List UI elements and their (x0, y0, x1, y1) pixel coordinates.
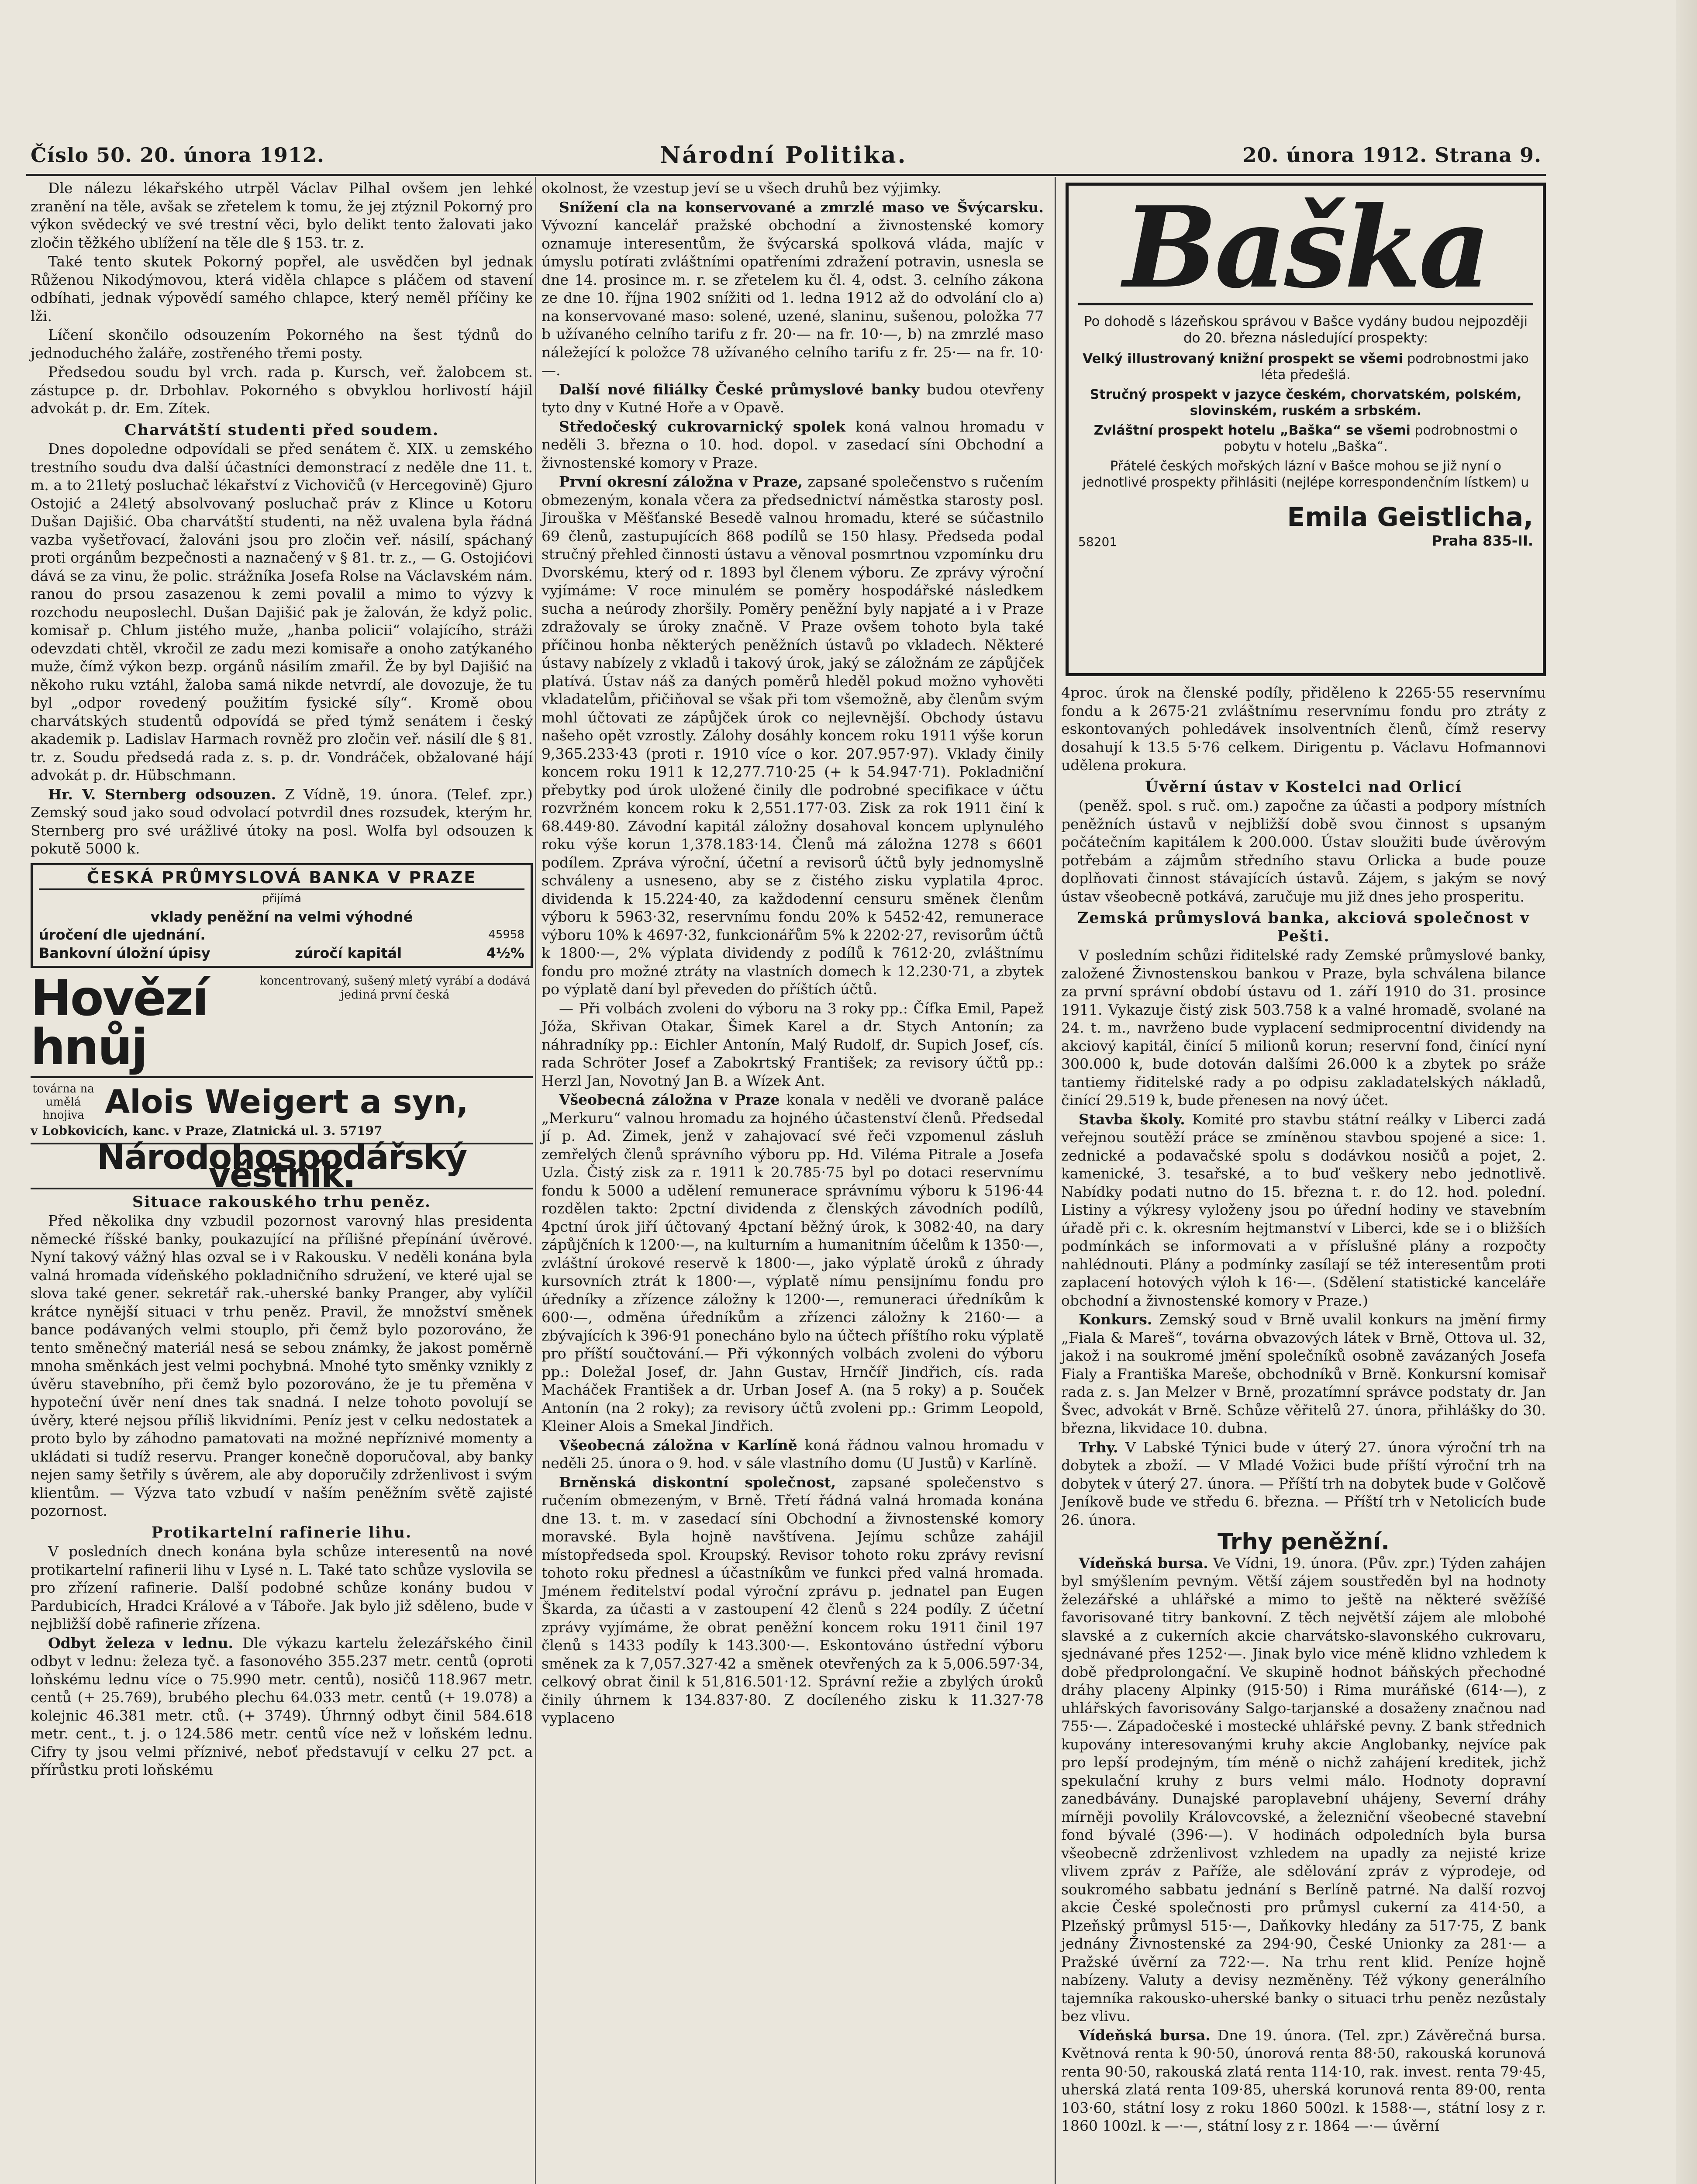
article-text-inline: koná řádnou valnou hromadu v neděli 25. února o 9. hod. v sále vlastního domu (U Justů) v Karlíně. (542, 1436, 1044, 1472)
article-heading-inline: Konkurs. (1079, 1311, 1152, 1328)
article-heading-inline: Vídeňská bursa. (1079, 1554, 1208, 1572)
baska-item-bold: Velký illustrovaný knižní prospekt se všemi (1083, 351, 1403, 366)
fertilizer-ad-side: koncentrovaný, sušený mletý vyrábí a dodává jediná první česká (259, 974, 531, 1002)
bank-ad-line: Bankovní úložní úpisy (39, 944, 210, 961)
article-text-inline: konala v neděli ve dvoraně paláce „Merkuru“ valnou hromadu za hojného účastenství členů. Předsedal jí p. Ad. Zimek, jenž v zahajovací své řeči vzpomenul zásluh zemřelých členů správního výboru pp. Hd. Viléma Pitrale a Josefa Uzla. Čistý zisk za r. 1911 k 20.785·75 byl po dotaci reservnímu fondu k 5000 a udělení remunerace správnímu výboru k 5196·44 rozdělen takto: 2pctní dividenda z členských závodních podílů, 4pctní úrok jiří účtovaný 4pctaní běžný úrok, k 3082·40, na dary zápůjčních k 1200·—, na kulturním a humanitním účelům k 1350·—, zvláštní úrokové reservě k 1800·—, jako výplatě úroků z úhrady kursovních ztrát k 1800·—, výplatě nímu pensijnímu fondu pro úředníky a zřízence záložny k 1200·—, remuneraci úředníkům k 600·—, odměna úředníkům a zřízenci záložny k 2160·— a zbývajících k 396·91 ponecháno bylo na účtech příštího roku výplatě pro příští součtování.— Při výkonných volbách zvoleni do výboru pp.: Doležal Josef, dr. Jahn Gustav, Hrnčíř Jindřich, cís. rada Macháček František a dr. Urban Josef A. (na 5 roky) a p. Souček Antonín (na 2 roky); za revisory účtů zvoleni pp.: Grimm Leopold, Kleiner Alois a Smekal Jindřich. (542, 1091, 1044, 1434)
article-heading-inline: Další nové filiálky České průmyslové banky (559, 380, 920, 398)
article-text (542, 473, 1044, 999)
article-text (1061, 1438, 1546, 1529)
header-rule (26, 174, 1546, 176)
article-text: Také tento skutek Pokorný popřel, ale usvědčen byl jednak Růženou Nikodýmovou, která viděla chlapce s pláčem od stavení odbíhati, jednak výpovědí samého chlapce, který neměl příčiny ke lži. (31, 253, 533, 325)
bank-ad-line: zúročí kapitál (295, 944, 402, 961)
article-text: Líčení skončilo odsouzením Pokorného na šest týdnů do jednoduchého žaláře, zostřeného třemi posty. (31, 326, 533, 362)
baska-item: Přátelé českých mořských lázní v Bašce mohou se již nyní o jednotlivé prospekty přihlásiti (nejlépe korrespondenčním lístkem) u (1082, 459, 1529, 490)
bank-ad-code: 45958 (488, 928, 524, 941)
article-text: V posledních dnech konána byla schůze interesentů na nové protikartelní rafinerii lihu v Lysé n. L. Také tato schůze vyslovila se pro zřízení rafinerie. Další podobné schůze konány budou v Pardubicích, Hradci Králové a v Táboře. Jak bylo již sděleno, bude v nejbližší době rafinerie zřízena. (31, 1543, 533, 1632)
baska-logo: Baška (1078, 194, 1533, 305)
fertilizer-ad-code: 57197 (340, 1123, 383, 1138)
article-heading: Protikartelní rafinerie lihu. (151, 1523, 412, 1541)
header-masthead: Národní Politika. (659, 142, 907, 169)
article-heading-inline: Středočeský cukrovarnický spolek (559, 418, 845, 435)
article-text: V posledním schůzi řiditelské rady Zemské průmyslové banky, založené Živnostenskou bankou v Praze, byla schválena bilance za první správní období ústavu od 1. září 1910 do 31. prosince 1911. Vykazuje čistý zisk 503.758 k a valné hromadě, svolané na 24. t. m., navrženo bude vyplacení sedmiprocentní dividendy na akciový kapitál, činící 5 milionů korun; reservní fond, činící nyní 300.000 k, bude dotován dalšími 26.000 k a zbytek po sráže tantiemy řiditelské rady a po odpisu zakladatelských nákladů, činící 29.519 k, bude přenesen na nový účet. (1061, 947, 1546, 1109)
article-text-inline: zapsané společenstvo s ručením obmezeným, v Brně. Třetí řádná valná hromada konána dne 13. t. m. v zasedací síni Obchodní a živnostenské komory moravské. Byla hojně navštívena. Jejímu schůze zahájil místopředseda spol. Kroupský. Revisor tohoto roku zprávy revisní tohoto roku přednesl a účastníkům ve funkci před valná hromada. Jménem ředitelství podal výroční zprávu p. jednatel pan Eugen Škarda, za účasti a v zastoupení 42 členů s 224 podíly. Z účetní zprávy vyjímáme, že obrat peněžní koncem roku 1911 činil 197 členů s 1433 podíly k 143.300·—. Eskontováno ústřední výboru směnek za k 7,057.327·42 a směnek otevřených za k 5,006.597·34, celkový obrat činil k 51,816.501·12. Správní režie a zbylých úroků činily úhrnem k 134.837·80. Z docíleného zisku k 11.327·78 vyplaceno (542, 1473, 1044, 1726)
bank-ad-title: ČESKÁ PRŮMYSLOVÁ BANKA V PRAZE (39, 869, 524, 890)
column-divider (1055, 177, 1056, 2184)
baska-contact-address: Praha 835-II. (1431, 532, 1533, 549)
fertilizer-ad-company (31, 1082, 533, 1122)
article-text: Dle nálezu lékařského utrpěl Václav Pilhal ovšem jen lehké zranění na těle, avšak se zřetelem k tomu, že jej ztýznil Pokorný pro výkon svědecký ve své trestní věci, bylo delikt tento žalovati jako zločin těžkého ublížení na těle dle § 153. tr. z. (31, 180, 533, 251)
article-text: 4proc. úrok na členské podíly, přiděleno k 2265·55 reservnímu fondu a k 2675·21 zvláštnímu reservnímu fondu pro ztráty z eskontovaných pohledávek insolventních členů, čímž reservy dosahují k 13.5 5·76 celkem. Dirigentu p. Václavu Hofmannovi udělena prokura. (1061, 684, 1546, 774)
article-heading-inline: Všeobecná záložna v Praze (559, 1091, 780, 1108)
article-text-inline: koná valnou hromadu v neděli 3. března o 10. hod. dopol. v zasedací síni Obchodní a živnostenské komory v Praze. (542, 418, 1044, 471)
fertilizer-advertisement (31, 970, 533, 1078)
header-issue: Číslo 50. 20. února 1912. (31, 143, 324, 167)
article-text-inline: Zemský soud v Brně uvalil konkurs na jmění firmy „Fiala & Mareš“, továrna obvazových látek v Brně, Ottova ul. 32, jakož i na soukromé jmění společníků osobně zavázaných Josefa Fialy a Františka Mareše, obchodníků v Brně. Konkursní komisař rada z. s. Jan Melzer v Brně, prozatímní správce podstaty dr. Jan Švec, advokát v Brně. Schůze věřitelů 27. února, přihlášky do 30. března, likvidace 10. dubna. (1061, 1311, 1546, 1437)
article-text-inline: Komité pro stavbu státní reálky v Liberci zadá veřejnou soutěží práce se zmíněnou stavbou spojené a sice: 1. zednické a podavačské spolu s dodávkou nosičů a pojet, 2. kamenické, 3. tesařské, a to buď veškery nebo jednotlivě. Nabídky podati nutno do 15. března t. r. do 12. hod. polední. Listiny a výkresy vyloženy jsou po úřední hodiny ve stavebním úřadě při c. k. okresním hejtmanství v Liberci, kde se i o bližších podmínkách se informovati a v příslušné plány a rozpočty nahlédnouti. Plány a podmínky zasílají se též interesentům proti zaplacení hotových výloh k 16·—. (Sdělení statistické kanceláře obchodní a živnostenské komory v Praze.) (1061, 1110, 1546, 1309)
article-text: Předsedou soudu byl vrch. rada p. Kursch, veř. žalobcem st. zástupce p. dr. Drbohlav. Pokorného s obvyklou horlivostí hájil advokát p. dr. Em. Zítek. (31, 363, 533, 417)
article-heading-inline: Odbyt železa v lednu. (48, 1634, 233, 1652)
article-text: (peněž. spol. s ruč. om.) započne za účasti a podpory místních peněžních ústavů v nejbližší době svou činnost s upsaným počátečním kapitálem k 200.000. Ústav sloužiti bude úvěrovým potřebám a zájmům středního stavu Orlicka a bude pouze doplňovati činnost stávajících ústavů. Zájem, s jakým se nový ústav všeobecně potkává, zaručuje mu již dnes jeho prosperitu. (1061, 797, 1546, 905)
article-heading: Charvátští studenti před soudem. (124, 421, 439, 439)
article-text-inline: Dle výkazu kartelu železářského činil odbyt v lednu: železa tyč. a fasonového 355.237 metr. centů (oproti loňskému lednu více o 75.990 metr. centů), nosičů 118.967 metr. centů (+ 25.769), brubého plechu 64.033 metr. centů (+ 19.078) a kolejnic 46.381 metr. ctů. (+ 3749). Úhrnný odbyt činil 584.618 metr. cent., t. j. o 124.586 metr. centů více než v loňském lednu. Cifry ty jsou velmi příznivé, neboť představují v celku 27 pct. a přírůstku proti loňskému (31, 1634, 533, 1778)
article-heading-inline: Stavba školy. (1079, 1110, 1185, 1128)
article-text (542, 418, 1044, 472)
section-title: Národohospodářský věstník. (31, 1149, 533, 1189)
baska-item (1078, 387, 1533, 419)
article-text (1061, 1110, 1546, 1310)
article-text (1061, 1554, 1546, 2025)
baska-contact (1287, 502, 1533, 549)
article-heading-inline: Trhy. (1079, 1438, 1118, 1456)
article-text (542, 380, 1044, 417)
section-title: Trhy peněžní. (1217, 1529, 1390, 1555)
bank-ad-line: vklady peněžní na velmi výhodné (150, 908, 413, 925)
column-1 (31, 179, 533, 1780)
bank-ad-line: přijímá (262, 892, 302, 905)
fertilizer-ad-title: Hovězí hnůj (31, 970, 208, 1076)
baska-item-text: podrobnostmi jako léta předešlá. (1261, 351, 1529, 383)
article-text (542, 1091, 1044, 1435)
article-heading-inline: Vídeňská bursa. (1079, 2026, 1211, 2044)
article-heading: Úvěrní ústav v Kostelci nad Orlicí (1145, 778, 1462, 796)
article-text-inline: V Labské Týnici bude v úterý 27. února výroční trh na dobytek a zboží. — V Mladé Vožici bude příští výroční trh na dobytek v úterý 27. února. — Příští trh na dobytek bude v Golčově Jeníkově bude ve středu 6. března. — Příští trh v Netolicích bude 26. února. (1061, 1438, 1546, 1528)
baska-signature (1078, 502, 1533, 549)
article-heading: Zemská průmyslová banka, akciová společnost v Pešti. (1077, 909, 1530, 945)
page-edge (1676, 0, 1697, 2184)
article-heading-inline: Všeobecná záložna v Karlíně (559, 1436, 797, 1454)
article-text (31, 785, 533, 858)
article-text (542, 1473, 1044, 1727)
column-3 (1061, 684, 1546, 2136)
baska-item (1078, 422, 1533, 455)
article-text (1061, 2026, 1546, 2135)
article-text: — Při volbách zvoleni do výboru na 3 roky pp.: Čífka Emil, Papež Jóža, Skřivan Otakar, Šimek Karel a dr. Stych Antonín; za náhradníky pp.: Eichler Antonín, Malý Rudolf, dr. Supich Josef, cís. rada Schröter Josef a Zabokrtský František; za revisory účtů pp.: Herzl Jan, Novotný Jan B. a Wízek Ant. (542, 999, 1044, 1089)
article-text: okolnost, že vzestup jeví se u všech druhů bez výjimky. (542, 180, 942, 197)
article-text-inline: Ve Vídni, 19. února. (Pův. zpr.) Týden zahájen byl smýšlením pevným. Větší zájem soustředěn byl na hodnoty železářské a uhlářské a mimo to ještě na některé svěžíšé favorisované titry bankovní. Z těch největší zájem ale mlobohé slavské a z cukerních akcie charvátsko-slavonského cukrovaru, sjednávané přes 1252·—. Jinak bylo vice méně klidno vzhledem k době předprolongační. Ve skupině hodnot báňských přechodné dráhy placeny Alpinky (915·50) i Rima muráňské (614·—), z uhlářských favorisovány Salgo-tarjanské a dosaženy značnou nad 755·—. Západočeské i mostecké uhlářské pevny. Z bank střednich kupovány interesovanými kruhy akcie Anglobanky, nejvíce pak pro lepší prodejným, tím méně o nichž zahájení kreditek, jichž spekulační kruhy z burs velmi málo. Hodnoty dopravní zanedbávány. Dunajské paroplavební uhájeny, Severní dráhy mírněji povolily Královcovské, a železniční všeobecné stavební fond bývalé (396·—). V hodinách odpoledních byla bursa všeobecně zdrženlivost vzhledem na upadly za nejisté krize vlivem zpráv z Paříže, ale sdělování zpráv z výprodeje, od soukromého sabbatu jednání s Berlíně patrné. Na další rozvoj akcie České společnosti pro průmysl cukerní za 414·50, a Plzeňský průmysl 515·—, Daňkovky hledány za 517·75, Z bank jednány Živnostenské za 294·90, České Unionky za 281·— a Pražské úvěrní za 722·—. Na trhu rent klid. Peníze hojně nabízeny. Valuty a devisy nezměněny. Též výkony generálního tajemníka rakousko-uherské banky o situaci trhu peněz nezůstaly bez vlivu. (1061, 1554, 1546, 2025)
column-2 (542, 179, 1044, 1728)
baska-item (1078, 351, 1533, 383)
bank-ad-row (39, 926, 524, 944)
article-heading: Situace rakouského trhu peněz. (132, 1192, 431, 1211)
bank-ad-rate: 4½% (486, 944, 524, 961)
fertilizer-ad-name: Alois Weigert a syn, (105, 1083, 469, 1121)
article-text-inline: Dne 19. února. (Tel. zpr.) Závěrečná bursa. Květnová renta k 90·50, únorová renta 88·50, rakouská korunová renta 90·50, rakouská zlatá renta 114·10, rak. invest. renta 79·45, uherská zlatá renta 109·85, uherská korunová renta 89·00, renta 103·60, státní losy z roku 1860 500zl. k 1588·—, státní losy z r. 1860 100zl. k —·—, státní losy z r. 1864 —·— úvěrní (1061, 2026, 1546, 2134)
article-text-inline: budou otevřeny tyto dny v Kutné Hoře a v Opavě. (542, 380, 1044, 416)
baska-code: 58201 (1078, 535, 1118, 549)
article-text: Dnes dopoledne odpovídali se před senátem č. XIX. u zemského trestního soudu dva další účastníci demonstrací z neděle dne 11. t. m. a to 21letý posluchač lékařství z Vichovičů (v Hercegovině) Gjuro Ostojić a 24letý absolvovaný posluchač práv z Klince u Kotoru Dušan Dajišić. Oba charvátští studenti, na něž uvalena byla řádná vazba vyšetřovací, žalováni jsou pro zločin veř. násilí, spáchaný proti orgánům bezpečnosti a naznačený v § 81. tr. z., — G. Ostojićovi dává se za vinu, že polic. strážníka Josefa Rolse na Václavském nám. ranou do prsou zasazenou k zemi povalil a mimo to výzvy k rozchodu neuposlechl. Dušan Dajišić pak je žalován, že když polic. komisař p. Chlum jistého muže, „hanba policii“ volajícího, stráži odevzdati chtěl, vkročil ze zadu mezi komisaře a onoho zatýkaného muže, čímž výkon bezp. orgánů násilím zmařil. Že by byl Dajišić na někoho ruku vztáhl, žaloba samá nikde netvrdí, ale dovozuje, že tu byl „odpor rovedený použitím fysické síly“. Kromě obou charvátských studentů odpovídá se před týmž senátem i český akademik p. Ladislav Harmach rovněž pro zločin veř. násilí dle § 81. tr. z. Soudu předsedá rada z. s. p. dr. Vondráček, obžalované hájí advokát p. dr. Hübschmann. (31, 440, 533, 784)
article-text (542, 198, 1044, 380)
baska-advertisement (1066, 183, 1546, 676)
article-heading-inline: Snížení cla na konservované a zmrzlé maso ve Švýcarsku. (559, 198, 1044, 216)
header-date-page: 20. února 1912. Strana 9. (1242, 143, 1542, 167)
article-text (31, 1634, 533, 1779)
article-text-inline: Vývozní kancelář pražské obchodní a živnostenské komory oznamuje interesentům, že švýcarská spolková vláda, majíc v úmyslu potírati zvláštními opatřeními zdražení potravin, usnesla se dne 14. prosince m. r. se zřetelem ku čl. 4, odst. 3. celního zákona ze dne 10. října 1902 snížiti od 1. ledna 1912 až do odvolání clo a) na konservované maso: solené, uzené, slaninu, sušenou, položka 77 b užívaného celního tarifu z fr. 20·— na fr. 10·—, b) na zmrzlé maso náležející k položce 78 užívaného celního tarifu z fr. 25·— na fr. 10·—. (542, 217, 1044, 379)
baska-item-bold: Zvláštní prospekt hotelu „Baška“ se všemi (1093, 423, 1411, 438)
article-heading-inline: Hr. V. Sternberg odsouzen. (48, 785, 276, 803)
baska-intro: Po dohodě s lázeňskou správou v Bašce vydány budou nejpozději do 20. března následující prospekty: (1083, 314, 1528, 346)
baska-contact-name: Emila Geistlicha, (1287, 502, 1533, 532)
article-text: Před několika dny vzbudil pozornost varovný hlas presidenta německé říšské banky, poukazující na přílišné přepínání úvěrové. Nyní takový vážný hlas ozval se i v Rakousku. V neděli konána byla valná hromada vídeňského pokladničního sdružení, ve které ujal se slova také gener. sekretář rak.-uherské banky Pranger, aby vylíčil krátce nynější situaci v trhu peněz. Pravil, že množství směnek bance podávaných velmi stouplo, při čemž bylo pozorováno, že tento směnečný materiál nesá se sebou známky, že jakost poměrně mnoha směnkách jest velmi pochybná. Mnohé tyto směnky vznikly z úvěru stavebního, při čemž bylo pozorováno, že je tu přeměna v hypoteční úvěr není dnes tak snadná. I nelze tohoto povolují se úvěry, které nejsou příliš likvidními. Peníz jest v celku nedostatek a proto bylo by záhodno pamatovati na možné nepříznivé momenty a ukládati si tudíž reservu. Pranger konečně doporučoval, aby banky nejen samy šetřily s úvěrem, ale aby doporučily zdrženlivost i svým klientům. — Výzva tato vzbudí v naším peněžním světě zajisté pozornost. (31, 1212, 533, 1519)
article-text-inline: zapsané společenstvo s ručením obmezeným, konala včera za předsednictví náměstka starosty posl. Jirouška v Měšťanské Besedě valnou hromadu, které se súčastnilo 69 členů, zastupujících 868 podílů se 150 hlasy. Předseda podal stručný přehled činnosti ústavu a věnoval posmrtnou vzpomínku dru Dvorskému, který od r. 1893 byl členem výboru. Ze zprávy výroční vyjímáme: V roce minulém se poměry hospodářské následkem sucha a neúrody zhoršily. Poměry peněžní byly napjaté a i v Praze zdražovaly se úroky značně. V Praze ovšem tohoto byla také příčinou honba některých peněžních ústavů po vkladech. Některé ústavy nabízely z vkladů i takový úrok, jaký se záložnám ze zápůjček platívá. Ústav náš za daných poměrů hleděl pokud možno vyhověti vkladatelům, přičiňoval se však při tom všemožně, aby členům svým mohl účtovati ze zápůjček úrok co nejlevnější. Obchody ústavu našeho opět vzrostly. Zálohy dosáhly koncem roku 1911 výše korun 9,365.233·43 (proti r. 1910 více o kor. 207.957·97). Vklady činily koncem roku 1911 k 12,277.710·25 (+ k 54.947·71). Pokladniční přebytky pod úrok uložené činily dle podrobné specifikace v účtu rozvržném koncem roku k 2,551.177·03. Zisk za rok 1911 činí k 68.449·80. Závodní kapitál záložny dosahoval koncem uplynulého roku výše korun 1,378.183·14. Členů má záložna 1278 s 6601 podílem. Zpráva výroční, účetní a revisorů účtů byly jednomyslně schváleny a usneseno, aby se z čistého zisku vyplatila 4proc. dividenda k 15.224·40, za každodenní censuru směnek členům výboru k 5963·32, reservnímu fondu 20% k 5452·42, remunerace výboru 10% k 4697·32, funkcionářům 5% k 2202·27, revisorům účtů k 1800·—, 2% výplata dividendy z podílů k 7612·20, zvláštnímu fondu pro možné ztráty na vlastních domech k 12.230·71, a zbytek po výplatě daní byl převeden do příštích účtů. (542, 473, 1044, 998)
article-text-inline: Z Vídně, 19. února. (Telef. zpr.) Zemský soud jako soud odvolací potvrdil dnes rozsudek, kterým hr. Sternberg pro své urážlivé útoky na posl. Wolfa byl odsouzen k pokutě 5000 k. (31, 785, 533, 857)
baska-item-bold: Stručný prospekt v jazyce českém, chorvatském, polském, slovinském, ruském a srbském. (1090, 387, 1522, 418)
baska-item-text: podrobnostmi o pobytu v hotelu „Baška“. (1224, 423, 1518, 454)
column-divider (535, 177, 536, 2184)
article-heading-inline: První okresní záložna v Praze, (559, 473, 803, 490)
fertilizer-ad-address: v Lobkovicích, kanc. v Praze, Zlatnická ul. 3. (31, 1123, 336, 1138)
article-text (1061, 1310, 1546, 1438)
page-header (31, 140, 1542, 170)
article-text (542, 1436, 1044, 1472)
fertilizer-ad-small: továrna na umělá hnojiva (32, 1082, 94, 1122)
bank-ad-line: úročení dle ujednání. (39, 926, 206, 943)
bank-advertisement (31, 863, 533, 968)
bank-ad-row (39, 944, 524, 963)
article-heading-inline: Brněnská diskontní společnost, (559, 1473, 836, 1491)
